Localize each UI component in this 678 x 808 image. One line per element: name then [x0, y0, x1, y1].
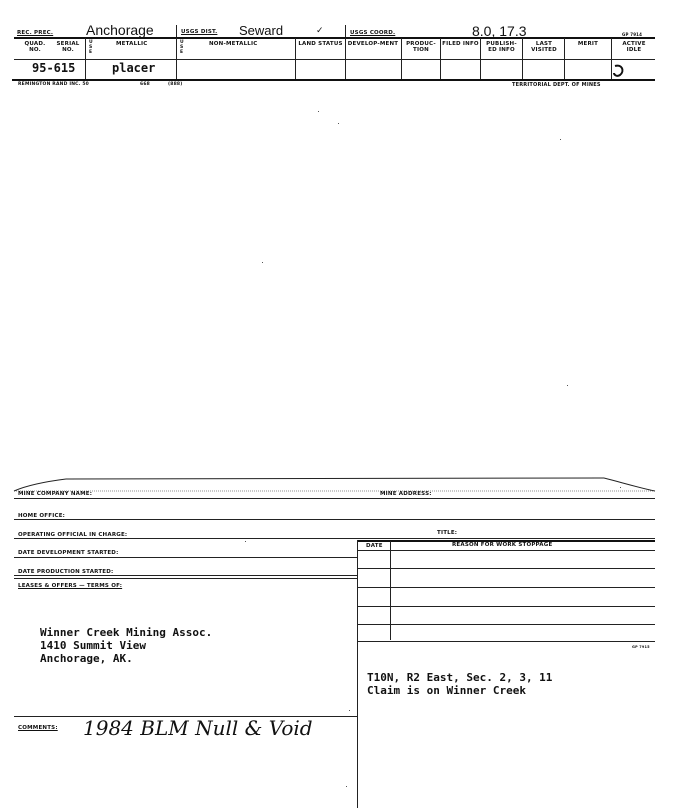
usgs-coord-label: USGS COORD. — [350, 30, 396, 36]
comments-label: COMMENTS: — [18, 725, 58, 731]
printer-credit: REMINGTON RAND INC. 50 — [18, 82, 89, 87]
col-quad-no: QUAD. NO. — [24, 41, 46, 53]
divider — [564, 38, 565, 79]
mine-address-label: MINE ADDRESS: — [380, 491, 432, 497]
home-office-label: HOME OFFICE: — [18, 513, 66, 519]
date-development-label: DATE DEVELOPMENT STARTED: — [18, 550, 119, 556]
col-last-visited: LAST VISITED — [531, 41, 557, 53]
col-production: PRODUC-TION — [406, 41, 436, 53]
rule — [357, 568, 655, 569]
rule — [357, 641, 655, 642]
divider — [357, 540, 358, 808]
divider — [401, 38, 402, 79]
divider — [176, 38, 177, 79]
col-use-left: USE — [89, 40, 93, 55]
col-land-status: LAND STATUS — [298, 41, 343, 47]
date-col-label: DATE — [366, 543, 383, 549]
col-development: DEVELOP-MENT — [347, 41, 399, 47]
rec-prec-value: Anchorage — [86, 22, 154, 38]
leases-text: Winner Creek Mining Assoc. 1410 Summit View Anchorage, AK. — [40, 626, 213, 665]
tick-mark: ✓ — [316, 25, 324, 35]
location-text: T10N, R2 East, Sec. 2, 3, 11 Claim is on Winner Creek — [367, 671, 553, 697]
quad-serial-value: 95-615 — [32, 61, 76, 75]
col-metallic: METALLIC — [116, 41, 148, 47]
dept-name: TERRITORIAL DEPT. OF MINES — [512, 82, 601, 88]
comments-value: 1984 BLM Null & Void — [83, 716, 313, 740]
operating-official-label: OPERATING OFFICIAL IN CHARGE: — [18, 532, 128, 538]
col-published-info: PUBLISH-ED INFO — [486, 41, 517, 53]
rule — [357, 606, 655, 607]
usgs-dist-label: USGS DIST. — [181, 29, 218, 35]
active-mark-icon — [610, 62, 630, 80]
rule — [14, 557, 357, 558]
col-use-right: USE — [180, 40, 184, 55]
metallic-value: placer — [112, 61, 156, 75]
rule — [357, 624, 655, 625]
divider — [295, 38, 296, 79]
divider — [522, 38, 523, 79]
divider — [345, 38, 346, 79]
usgs-coord-value: 8.0, 17.3 — [472, 23, 527, 39]
rule — [14, 519, 655, 520]
rule — [12, 79, 655, 81]
rule — [14, 498, 655, 499]
col-serial-no: SERIAL NO. — [56, 41, 80, 53]
divider — [85, 38, 86, 79]
divider — [390, 541, 391, 640]
date-production-label: DATE PRODUCTION STARTED: — [18, 569, 114, 575]
form-number-bottom: GP 7915 — [632, 645, 650, 649]
col-filed-info: FILED INFO — [442, 41, 479, 47]
divider — [480, 38, 481, 79]
rec-prec-label: REC. PREC. — [17, 30, 54, 36]
reason-col-label: REASON FOR WORK STOPPAGE — [452, 542, 553, 548]
print-code-2: (888) — [168, 82, 183, 87]
divider — [440, 38, 441, 79]
title-label: TITLE: — [437, 530, 458, 536]
rule — [14, 59, 655, 60]
rule — [14, 575, 357, 576]
rule — [14, 578, 357, 579]
col-non-metallic: NON-METALLIC — [209, 41, 258, 47]
leases-label: LEASES & OFFERS — TERMS OF: — [18, 583, 123, 589]
col-merit: MERIT — [577, 41, 599, 47]
rule — [357, 550, 655, 551]
col-active-idle: ACTIVE IDLE — [622, 41, 646, 53]
mine-company-label: MINE COMPANY NAME: — [18, 491, 93, 497]
rule — [14, 37, 655, 39]
print-code: 668 — [140, 82, 150, 87]
usgs-dist-value: Seward — [239, 23, 284, 38]
form-number-top: GP 7914 — [622, 32, 643, 37]
rule — [14, 538, 655, 539]
rule — [357, 587, 655, 588]
card-edge — [0, 474, 678, 500]
